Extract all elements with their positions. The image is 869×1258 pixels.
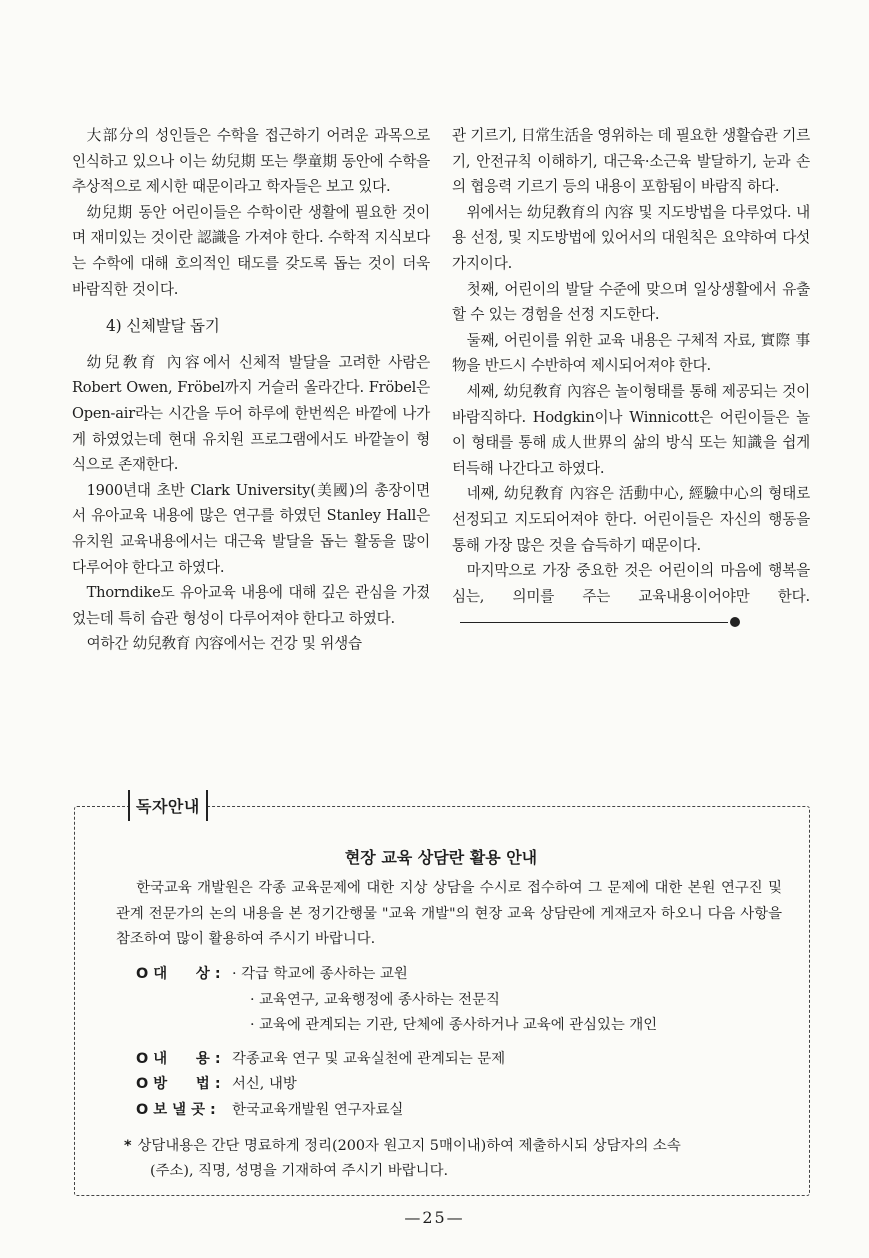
- method-label: O 방 법 :: [136, 1076, 221, 1093]
- list-item: [136, 1013, 796, 1039]
- paragraph: 1900년대 초반 Clark University(美國)의 총장이면서 유아교육 내용에 많은 연구를 하였던 Stanley Hall은 유치원 교육내용에서는 대근육 발달을 돕는 활동을 많이 다루어야 한다고 하였다.: [72, 481, 430, 576]
- paragraph: 幼兒敎育 內容에서 신체적 발달을 고려한 사람은 Robert Owen, Fröbel까지 거슬러 올라간다. Fröbel은 Open-air라는 시간을 두어 하루에 한번씩은 바깥에 나가게 하였었는데 현대 유치원 프로그램에서도 바깥놀이 형식으로 존재한다.: [72, 353, 430, 474]
- paragraph: 세째, 幼兒敎育 內容은 놀이형태를 통해 제공되는 것이 바람직하다. Hodgkin이나 Winnicott은 어린이들은 놀이 형태를 통해 成人世界의 삶의 방식 또는 知識을 쉽게 터득해 나간다고 하였다.: [452, 382, 810, 477]
- footnote-text: 상담내용은 간단 명료하게 정리(200자 원고지 5매이내)하여 제출하시되 상담자의 소속: [137, 1138, 681, 1154]
- right-column: [452, 123, 810, 635]
- footnote-line: [124, 1134, 804, 1159]
- address-value: 한국교육개발원 연구자료실: [232, 1101, 404, 1118]
- list-item: [136, 962, 796, 988]
- paragraph: Thorndike도 유아교육 내용에 대해 깊은 관심을 가졌었는데 특히 습관 형성이 다루어져야 한다고 하였다.: [72, 584, 430, 627]
- paragraph: 幼兒期 동안 어린이들은 수학이란 생활에 필요한 것이며 재미있는 것이란 認識을 가져야 한다. 수학적 지식보다는 수학에 대해 호의적인 태도를 갖도록 돕는 것이 더욱 바람직한 것이다.: [72, 203, 430, 298]
- left-column: [72, 123, 430, 657]
- paragraph: 둘째, 어린이를 위한 교육 내용은 구체적 자료, 實際 事物을 반드시 수반하여 제시되어져야 한다.: [452, 331, 810, 375]
- list-item: [136, 988, 796, 1014]
- target-value: · 교육연구, 교육행정에 종사하는 전문직: [250, 991, 500, 1008]
- paragraph: 여하간 幼兒敎育 內容에서는 건강 및 위생습: [86, 635, 362, 653]
- footnote-line: (주소), 직명, 성명을 기재하여 주시기 바랍니다.: [150, 1162, 449, 1179]
- end-mark-icon: [730, 617, 740, 627]
- list-item: [136, 1098, 796, 1124]
- end-rule: [460, 622, 728, 623]
- section-heading: 4) 신체발달 돕기: [106, 317, 220, 336]
- content-label: O 내 용 :: [136, 1050, 221, 1067]
- paragraph: 관 기르기, 日常生活을 영위하는 데 필요한 생활습관 기르기, 안전규칙 이해하기, 대근육·소근육 발달하기, 눈과 손의 협응력 기르기 등의 내용이 포함됨이 바람직 하다.: [452, 127, 810, 196]
- paragraph: 첫째, 어린이의 발달 수준에 맞으며 일상생활에서 유출할 수 있는 경험을 선정 지도한다.: [452, 280, 810, 324]
- notice-footnote: [124, 1134, 804, 1183]
- page-number: —25—: [404, 1208, 465, 1227]
- address-label: O 보 낼 곳 :: [136, 1101, 216, 1118]
- target-value: · 각급 학교에 종사하는 교원: [232, 966, 408, 982]
- method-value: 서신, 내방: [232, 1076, 297, 1093]
- target-label: O 대 상 :: [136, 966, 221, 982]
- paragraph: 大部分의 성인들은 수학을 접근하기 어려운 과목으로 인식하고 있으나 이는 幼兒期 또는 學童期 동안에 수학을 추상적으로 제시한 때문이라고 학자들은 보고 있다.: [72, 127, 430, 196]
- notice-intro: 한국교육 개발원은 각종 교육문제에 대한 지상 상담을 수시로 접수하여 그 문제에 대한 본원 연구진 및 관계 전문가의 논의 내용을 본 정기간행물 "교육 개발"의 현장 교육 상담란에 게재코자 하오니 다음 사항을 참조하여 많이 활용하여 주시기 바랍니다.: [116, 880, 782, 947]
- paragraph: 위에서는 幼兒敎育의 內容 및 지도방법을 다루었다. 내용 선정, 및 지도방법에 있어서의 대원칙은 요약하여 다섯 가지이다.: [452, 203, 810, 272]
- notice-title: 현장 교육 상담란 활용 안내: [344, 848, 538, 867]
- closing-paragraph: [452, 558, 810, 635]
- notice-list: [136, 962, 796, 1124]
- asterisk-icon: *: [124, 1138, 132, 1154]
- content-value: 각종교육 연구 및 교육실천에 관계되는 문제: [232, 1050, 506, 1067]
- list-item: [136, 1047, 796, 1073]
- closing-text: 마지막으로 가장 중요한 것은 어린이의 마음에 행복을 심는, 의미를 주는 교육내용이어야만 한다.: [452, 562, 810, 605]
- notice-tab: 독자안내: [128, 790, 208, 821]
- target-value: · 교육에 관계되는 기관, 단체에 종사하거나 교육에 관심있는 개인: [250, 1017, 658, 1034]
- list-item: [136, 1072, 796, 1098]
- paragraph: 네째, 幼兒敎育 內容은 活動中心, 經驗中心의 형태로 선정되고 지도되어져야 한다. 어린이들은 자신의 행동을 통해 가장 많은 것을 습득하기 때문이다.: [452, 485, 810, 554]
